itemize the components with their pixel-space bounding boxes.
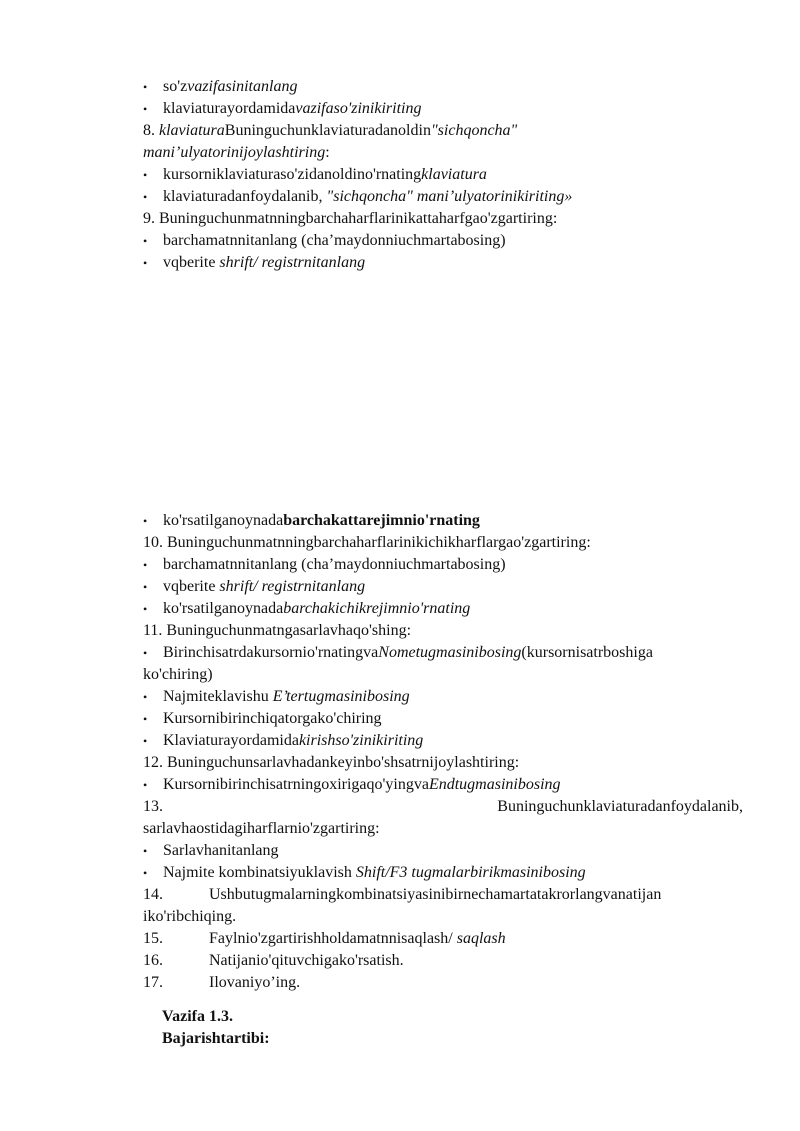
text-span: iko'ribchiqing. bbox=[143, 908, 237, 925]
text-span-italic: barchakichikrejimnio'rnating bbox=[283, 600, 471, 617]
list-item bbox=[143, 774, 743, 796]
text-span: Natijanio'qituvchigako'rsatish. bbox=[209, 952, 404, 969]
text-span: Najmiteklavishu bbox=[163, 688, 273, 705]
numbered-step bbox=[143, 884, 743, 906]
list-item bbox=[143, 598, 743, 620]
list-item bbox=[143, 230, 743, 252]
bullet-icon: • bbox=[143, 256, 148, 270]
text-span-italic: "sichqoncha" mani’ulyatorinikiriting» bbox=[326, 188, 573, 205]
list-item bbox=[143, 186, 743, 208]
bullet-icon: • bbox=[143, 844, 148, 858]
text-span: sarlavhaostidagiharflarnio'zgartiring: bbox=[143, 820, 380, 837]
procedure-heading: Bajarishtartibi: bbox=[162, 1030, 270, 1047]
numbered-step bbox=[143, 532, 743, 554]
text-span: ko'rsatilganoynada bbox=[163, 512, 284, 529]
numbered-step bbox=[143, 928, 743, 950]
text-span-italic: E’tertugmasinibosing bbox=[272, 688, 410, 705]
bullet-icon: • bbox=[143, 102, 148, 116]
text-span-italic: Nometugmasinibosing bbox=[378, 644, 522, 661]
text-span-italic: shrift/ registrnitanlang bbox=[219, 578, 366, 595]
bullet-icon: • bbox=[143, 514, 148, 528]
list-item bbox=[143, 98, 743, 120]
list-item bbox=[143, 840, 743, 862]
text-span-italic: vazifasinitanlang bbox=[187, 78, 298, 95]
text-span: Kursornibirinchiqatorgako'chiring bbox=[163, 710, 382, 727]
step-number: 13. bbox=[143, 798, 163, 815]
numbered-step bbox=[143, 620, 743, 642]
text-span: barchamatnnitanlang (cha’maydonniuchmartabosing) bbox=[163, 232, 506, 249]
paragraph-line bbox=[143, 664, 743, 686]
text-span: ko'chiring) bbox=[143, 666, 213, 683]
text-span: : bbox=[325, 144, 330, 161]
list-item bbox=[143, 554, 743, 576]
list-item bbox=[143, 76, 743, 98]
numbered-step bbox=[143, 208, 743, 230]
paragraph-line bbox=[143, 142, 743, 164]
text-span: Sarlavhanitanlang bbox=[163, 842, 279, 859]
list-item bbox=[143, 252, 743, 274]
numbered-step bbox=[143, 796, 743, 818]
text-span: Kursornibirinchisatrningoxirigaqo'yingva bbox=[163, 776, 429, 793]
bullet-icon: • bbox=[143, 80, 148, 94]
text-span: vqberite bbox=[163, 578, 220, 595]
text-span: Klaviaturayordamida bbox=[163, 732, 299, 749]
text-span-italic: mani’ulyatorinijoylashtiring bbox=[143, 144, 326, 161]
text-span-bold: barchakattarejimnio'rnating bbox=[283, 512, 480, 529]
text-span: Najmite kombinatsiyuklavish bbox=[163, 864, 356, 881]
text-span: klaviaturadanfoydalanib, bbox=[163, 188, 327, 205]
text-span: 10. Buninguchunmatnningbarchaharflarinikichikharflargao'zgartiring: bbox=[143, 534, 591, 551]
text-span: kursorniklaviaturaso'zidanoldino'rnating bbox=[163, 166, 422, 183]
text-span: 11. Buninguchunmatngasarlavhaqo'shing: bbox=[143, 622, 412, 639]
step-number: 16. bbox=[143, 952, 163, 969]
text-span: barchamatnnitanlang (cha’maydonniuchmartabosing) bbox=[163, 556, 506, 573]
list-item bbox=[143, 510, 743, 532]
task-heading: Vazifa 1.3. bbox=[162, 1008, 233, 1025]
text-span-italic: "sichqoncha" bbox=[430, 122, 518, 139]
bullet-icon: • bbox=[143, 712, 148, 726]
bullet-icon: • bbox=[143, 190, 148, 204]
step-number: 8. bbox=[143, 122, 159, 139]
step-number: 17. bbox=[143, 974, 163, 991]
text-span-italic: Shift/F3 tugmalarbirikmasinibosing bbox=[355, 864, 586, 881]
bullet-icon: • bbox=[143, 734, 148, 748]
numbered-step bbox=[143, 752, 743, 774]
text-span: Faylnio'zgartirishholdamatnnisaqlash/ bbox=[209, 930, 457, 947]
list-item bbox=[143, 862, 743, 884]
text-span: Ushbutugmalarningkombinatsiyasinibirnechamartatakrorlangvanatijan bbox=[209, 886, 662, 903]
text-span: vqberite bbox=[163, 254, 220, 271]
text-span: Buninguchunklaviaturadanoldin bbox=[224, 122, 431, 139]
bullet-icon: • bbox=[143, 690, 148, 704]
text-span-italic: Endtugmasinibosing bbox=[428, 776, 561, 793]
text-span: Ilovaniyo’ing. bbox=[209, 974, 301, 991]
text-span-italic: klaviatura bbox=[421, 166, 487, 183]
text-span: 12. Buninguchunsarlavhadankeyinbo'shsatrnijoylashtiring: bbox=[143, 754, 520, 771]
text-span-italic: shrift/ registrnitanlang bbox=[219, 254, 366, 271]
numbered-step bbox=[143, 950, 743, 972]
bullet-icon: • bbox=[143, 646, 148, 660]
bullet-icon: • bbox=[143, 234, 148, 248]
text-span: Buninguchunklaviaturadanfoydalanib, bbox=[497, 798, 743, 815]
list-item bbox=[143, 686, 743, 708]
paragraph-line bbox=[143, 818, 743, 840]
numbered-step bbox=[143, 120, 743, 142]
text-span: Birinchisatrdakursornio'rnatingva bbox=[163, 644, 379, 661]
text-span: so'z bbox=[163, 78, 188, 95]
list-item bbox=[143, 708, 743, 730]
list-item bbox=[143, 642, 743, 664]
text-span: (kursornisatrboshiga bbox=[521, 644, 653, 661]
list-item bbox=[143, 164, 743, 186]
text-span-italic: vazifaso'zinikiriting bbox=[295, 100, 422, 117]
text-span: klaviaturayordamida bbox=[163, 100, 296, 117]
bullet-icon: • bbox=[143, 602, 148, 616]
text-span-italic: kirishso'zinikiriting bbox=[298, 732, 424, 749]
bullet-icon: • bbox=[143, 168, 148, 182]
text-span: 9. Buninguchunmatnningbarchaharflarinikattaharfgao'zgartiring: bbox=[143, 210, 558, 227]
step-number: 14. bbox=[143, 886, 163, 903]
bullet-icon: • bbox=[143, 580, 148, 594]
list-item bbox=[143, 576, 743, 598]
list-item bbox=[143, 730, 743, 752]
paragraph-line bbox=[143, 906, 743, 928]
numbered-step bbox=[143, 972, 743, 994]
text-span-italic: saqlash bbox=[456, 930, 506, 947]
text-span: ko'rsatilganoynada bbox=[163, 600, 284, 617]
text-span-italic: klaviatura bbox=[159, 122, 225, 139]
bullet-icon: • bbox=[143, 866, 148, 880]
step-number: 15. bbox=[143, 930, 163, 947]
bullet-icon: • bbox=[143, 558, 148, 572]
bullet-icon: • bbox=[143, 778, 148, 792]
